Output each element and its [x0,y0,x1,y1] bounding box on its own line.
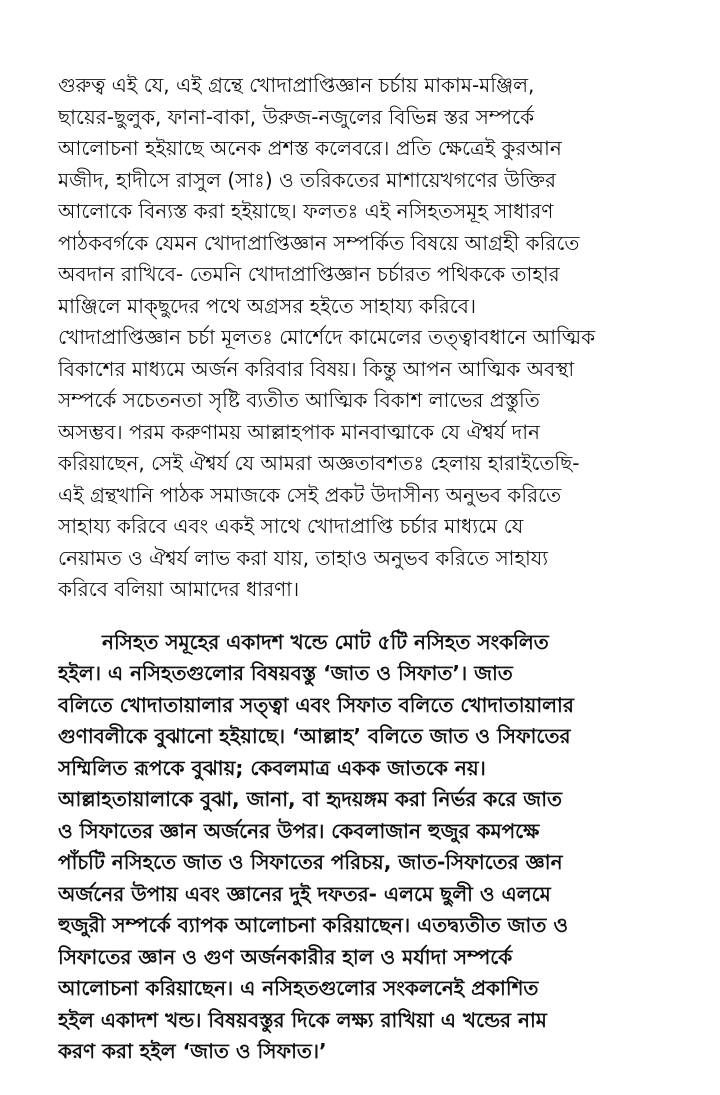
text-line: অর্জনের উপায় এবং জ্ঞানের দুই দফতর- এলমে ছুলী ও এলমে [58,881,551,906]
text-line: আল্লাহতায়ালাকে বুঝা, জানা, বা হৃদয়ঙ্গম করা নির্ভর করে জাত [58,787,563,811]
text-line: মজীদ, হাদীসে রাসুল (সাঃ) ও তরিকতের মাশায়েখগণের উক্তির [58,167,557,192]
text-line: খোদাপ্রাপ্তিজ্ঞান চর্চা মূলতঃ মোর্শেদে কামেলের তত্ত্বাবধানে আত্মিক [58,325,596,349]
text-line: ও সিফাতের জ্ঞান অর্জনের উপর। কেবলাজান হুজুর কমপক্ষে [58,818,540,843]
text-line: হইল একাদশ খন্ড। বিষয়বস্তুর দিকে লক্ষ্য রাখিয়া এ খন্ডের নাম [58,1007,547,1032]
text-line: হুজুরী সম্পর্কে ব্যাপক আলোচনা করিয়াছেন। এতদ্ব্যতীত জাত ও [58,913,569,937]
text-line: মাঞ্জিলে মাক্ছুদের পথে অগ্রসর হইতে সাহায্য করিবে। [58,293,477,318]
text-line: এই গ্রন্থখানি পাঠক সমাজকে সেই প্রকট উদাসীন্য অনুভব করিতে [58,482,562,507]
text-line: করণ করা হইল ‘জাত ও সিফাত।’ [58,1039,327,1063]
text-line: নসিহত সমূহের একাদশ খন্ডে মোট ৫টি নসিহত সংকলিত [102,629,549,654]
text-line: আলোচনা করিয়াছেন। এ নসিহতগুলোর সংকলনেই প্রকাশিত [58,976,539,1000]
text-line: করিয়াছেন, সেই ঐশ্বর্য যে আমরা অজ্ঞতাবশতঃ হেলায় হারাইতেছি- [58,451,580,475]
paragraph-gap [58,606,670,627]
text-line: আলোচনা হইয়াছে অনেক প্রশস্ত কলেবরে। প্রতি ক্ষেত্রেই কুরআন [58,136,562,160]
paragraph-introduction [58,70,670,606]
text-line: হইল। এ নসিহতগুলোর বিষয়বস্তু ‘জাত ও সিফাত’। জাত [58,661,513,685]
text-line: ছায়ের-ছুলুক, ফানা-বাকা, উরুজ-নজুলের বিভিন্ন স্তর সম্পর্কে [58,104,535,129]
text-line: নেয়ামত ও ঐশ্বর্য লাভ করা যায়, তাহাও অনুভব করিতে সাহায্য [58,545,549,570]
text-line: বিকাশের মাধ্যমে অর্জন করিবার বিষয়। কিন্তু আপন আত্মিক অবস্থা [58,356,575,381]
text-line: সাহায্য করিবে এবং একই সাথে খোদাপ্রাপ্তি চর্চার মাধ্যমে যে [58,514,524,538]
text-line: সম্মিলিত রূপকে বুঝায়; কেবলমাত্র একক জাতকে নয়। [58,755,486,780]
paragraph-volume-summary [58,627,670,1068]
text-line: আলোকে বিন্যস্ত করা হইয়াছে। ফলতঃ এই নসিহতসমূহ সাধারণ [58,199,554,223]
book-page [58,70,670,1070]
text-line: বলিতে খোদাতায়ালার সত্ত্বা এবং সিফাত বলিতে খোদাতায়ালার [58,692,574,717]
text-line: গুণাবলীকে বুঝানো হইয়াছে। ‘আল্লাহ’ বলিতে জাত ও সিফাতের [58,724,571,748]
text-line: অসম্ভব। পরম করুণাময় আল্লাহপাক মানবাত্মাকে যে ঐশ্বর্য দান [58,419,540,444]
text-line: করিবে বলিয়া আমাদের ধারণা। [58,577,300,601]
text-line: গুরুত্ব এই যে, এই গ্রন্থে খোদাপ্রাপ্তিজ্ঞান চর্চায় মাকাম-মঞ্জিল, [58,73,535,97]
text-line: অবদান রাখিবে- তেমনি খোদাপ্রাপ্তিজ্ঞান চর্চারত পথিককে তাহার [58,262,560,286]
text-line: সিফাতের জ্ঞান ও গুণ অর্জনকারীর হাল ও মর্যাদা সম্পর্কে [58,944,513,969]
text-line: পাঁচটি নসিহতে জাত ও সিফাতের পরিচয়, জাত-সিফাতের জ্ঞান [58,850,563,874]
text-line: সম্পর্কে সচেতনতা সৃষ্টি ব্যতীত আত্মিক বিকাশ লাভের প্রস্তুতি [58,388,540,412]
text-line: পাঠকবর্গকে যেমন খোদাপ্রাপ্তিজ্ঞান সম্পর্কিত বিষয়ে আগ্রহী করিতে [58,230,580,255]
